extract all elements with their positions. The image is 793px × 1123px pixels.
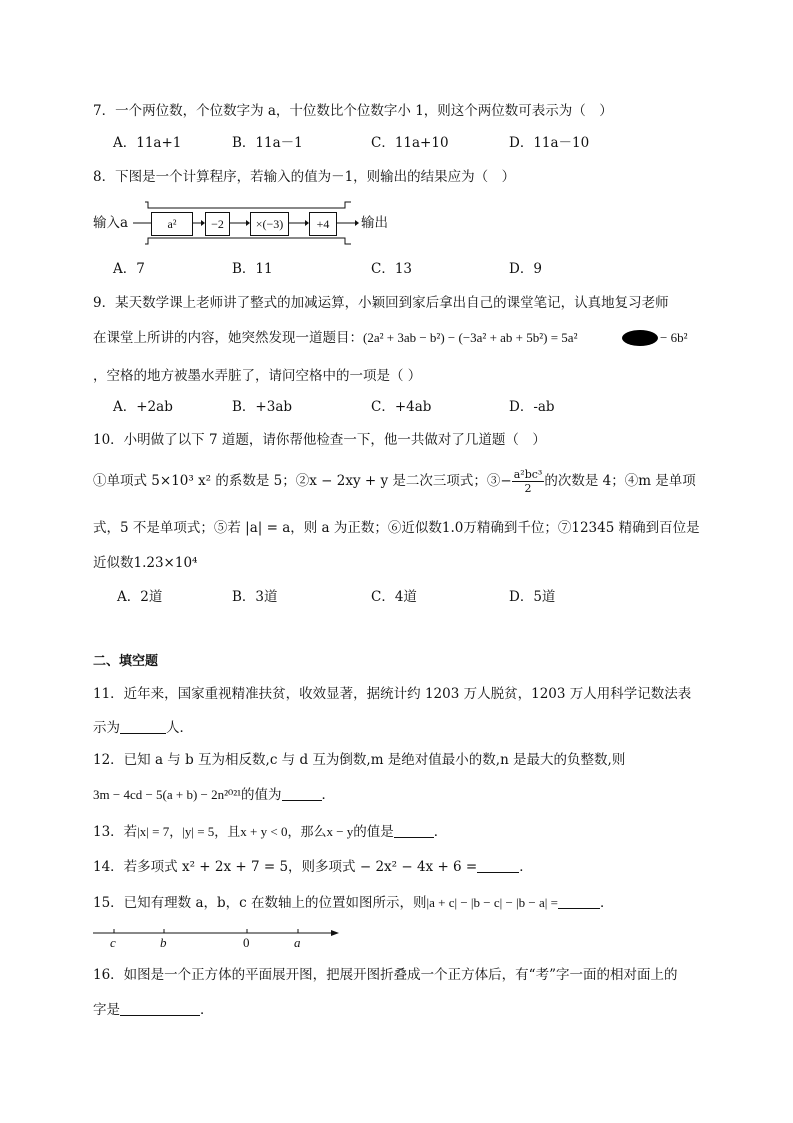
ink-blot <box>622 330 658 346</box>
q8-stem: 8．下图是一个计算程序，若输入的值为－1，则输出的结果应为（ ） <box>93 169 516 185</box>
q10-line-2: 式，5 不是单项式；⑤若 |a| = a，则 a 为正数；⑥近似数1.0万精确到千位；⑦12345 精确到百位是 <box>93 520 700 536</box>
q9-equation-tail: − 6b² <box>660 330 688 345</box>
q16-text-b: ． <box>200 1002 214 1018</box>
q13-expr: x − y <box>326 824 354 839</box>
q7-option-b: B．11a－1 <box>232 135 303 151</box>
q13-cond-y: |y| = 5，且 <box>182 824 241 839</box>
q16-answer-blank[interactable] <box>120 1001 200 1016</box>
q7-option-c: C．11a+10 <box>371 135 449 151</box>
q8-option-b: B．11 <box>232 261 273 277</box>
q13-cond-x: |x| = 7， <box>137 824 183 839</box>
q12-line-2 <box>93 785 335 805</box>
fraction-denominator: 2 <box>524 482 532 495</box>
q10-option-a: A．2道 <box>117 589 163 605</box>
q11-line-2 <box>93 718 193 738</box>
q10-line-3: 近似数1.23×10⁴ <box>93 555 198 571</box>
q9-option-a: A．+2ab <box>113 399 173 415</box>
q15-expression: |a + c| − |b − c| − |b − a| = <box>426 895 558 910</box>
q16-text-a: 字是 <box>93 1002 120 1018</box>
number-line <box>93 926 343 956</box>
q9-option-d: D．-ab <box>509 399 555 415</box>
q10-line-1-a: ①单项式 5×10³ x² 的系数是 5；②x − 2xy + y 是二次三项式；③− <box>93 473 512 489</box>
q12-answer-blank[interactable] <box>282 786 322 801</box>
q7-stem: 7．一个两位数，个位数字为 a，十位数比个位数字小 1，则这个两位数可表示为（ ） <box>93 103 613 119</box>
flow-step-plus-four: +4 <box>309 212 337 236</box>
q7-option-a: A．11a+1 <box>113 135 182 151</box>
q8-option-c: C．13 <box>371 261 413 277</box>
label-zero: 0 <box>243 935 250 950</box>
flow-output-label: 输出 <box>361 215 388 231</box>
q9-line-2 <box>93 328 577 348</box>
q15-text-a: 15．已知有理数 a，b，c 在数轴上的位置如图所示，则 <box>93 895 427 911</box>
q13-text-f: 的值是 <box>353 824 394 840</box>
q8-option-a: A．7 <box>113 261 145 277</box>
q12-expression: 3m − 4cd − 5(a + b) − 2n²⁰²¹ <box>93 787 242 802</box>
q10-option-c: C．4道 <box>371 589 417 605</box>
q16-line-1: 16．如图是一个正方体的平面展开图，把展开图折叠成一个正方体后，有“考”字一面的相对面上的 <box>93 967 678 983</box>
q10-option-b: B．3道 <box>232 589 278 605</box>
flow-input-label: 输入a <box>93 215 129 231</box>
flow-step-times-neg-three: ×(−3) <box>250 212 289 236</box>
q10-option-d: D．5道 <box>509 589 556 605</box>
q9-line-3: ，空格的地方被墨水弄脏了，请问空格中的一项是（ ） <box>93 368 422 384</box>
q10-stem: 10．小明做了以下 7 道题，请你帮他检查一下，他一共做对了几道题（ ） <box>93 432 546 448</box>
q13-text-a: 13．若 <box>93 824 138 840</box>
flow-step-square: a² <box>151 212 193 236</box>
q8-flow-diagram <box>93 200 393 246</box>
fraction-numerator: a²bc³ <box>513 468 543 481</box>
q13-text-g: ． <box>433 824 448 840</box>
q9-option-b: B．+3ab <box>232 399 293 415</box>
q10-fraction <box>512 468 545 495</box>
q14-line <box>93 857 533 877</box>
q9-line-1: 9．某天数学课上老师讲了整式的加减运算，小颖回到家后拿出自己的课堂笔记，认真地复习老师 <box>93 295 669 311</box>
q14-text-b: ． <box>519 859 533 875</box>
section-heading: 二、填空题 <box>93 654 159 669</box>
q9-option-c: C．+4ab <box>371 399 432 415</box>
q7-option-d: D．11a－10 <box>509 135 590 151</box>
label-a: a <box>294 935 301 950</box>
q15-text-c: ． <box>599 895 614 911</box>
label-c: c <box>110 935 116 950</box>
q9-line-2-text: 在课堂上所讲的内容，她突然发现一道题目： <box>93 330 363 346</box>
q11-answer-blank[interactable] <box>120 719 166 734</box>
q15-answer-blank[interactable] <box>558 894 600 909</box>
q13-answer-blank[interactable] <box>394 823 434 838</box>
label-b: b <box>160 935 167 950</box>
q13-cond-sum: x + y < 0，那么 <box>240 824 327 839</box>
flow-frame <box>93 200 393 246</box>
q10-line-1-b: 的次数是 4；④m 是单项 <box>544 473 696 489</box>
q14-answer-blank[interactable] <box>477 858 519 873</box>
q13-line <box>93 822 447 842</box>
q8-option-d: D．9 <box>509 261 542 277</box>
flow-step-minus-two: −2 <box>205 212 230 236</box>
q12-text-b: 的值为 <box>241 787 282 803</box>
q15-line <box>93 893 613 913</box>
q14-text-a: 14．若多项式 x² + 2x + 7 = 5，则多项式 − 2x² − 4x + 6 = <box>93 859 478 875</box>
q11-text-b: 人． <box>166 720 193 736</box>
q12-text-c: ． <box>321 787 336 803</box>
q12-line-1: 12．已知 a 与 b 互为相反数,c 与 d 互为倒数,m 是绝对值最小的数,n 是最大的负整数,则 <box>93 752 626 768</box>
q11-line-1: 11．近年来，国家重视精准扶贫，收效显著，据统计约 1203 万人脱贫，1203 万人用科学记数法表 <box>93 686 692 702</box>
q10-line-1 <box>93 468 696 495</box>
q11-text-a: 示为 <box>93 720 120 736</box>
q16-line-2 <box>93 1000 214 1020</box>
number-line-axis <box>93 926 343 940</box>
q9-equation: (2a² + 3ab − b²) − (−3a² + ab + 5b²) = 5a² <box>363 330 578 345</box>
